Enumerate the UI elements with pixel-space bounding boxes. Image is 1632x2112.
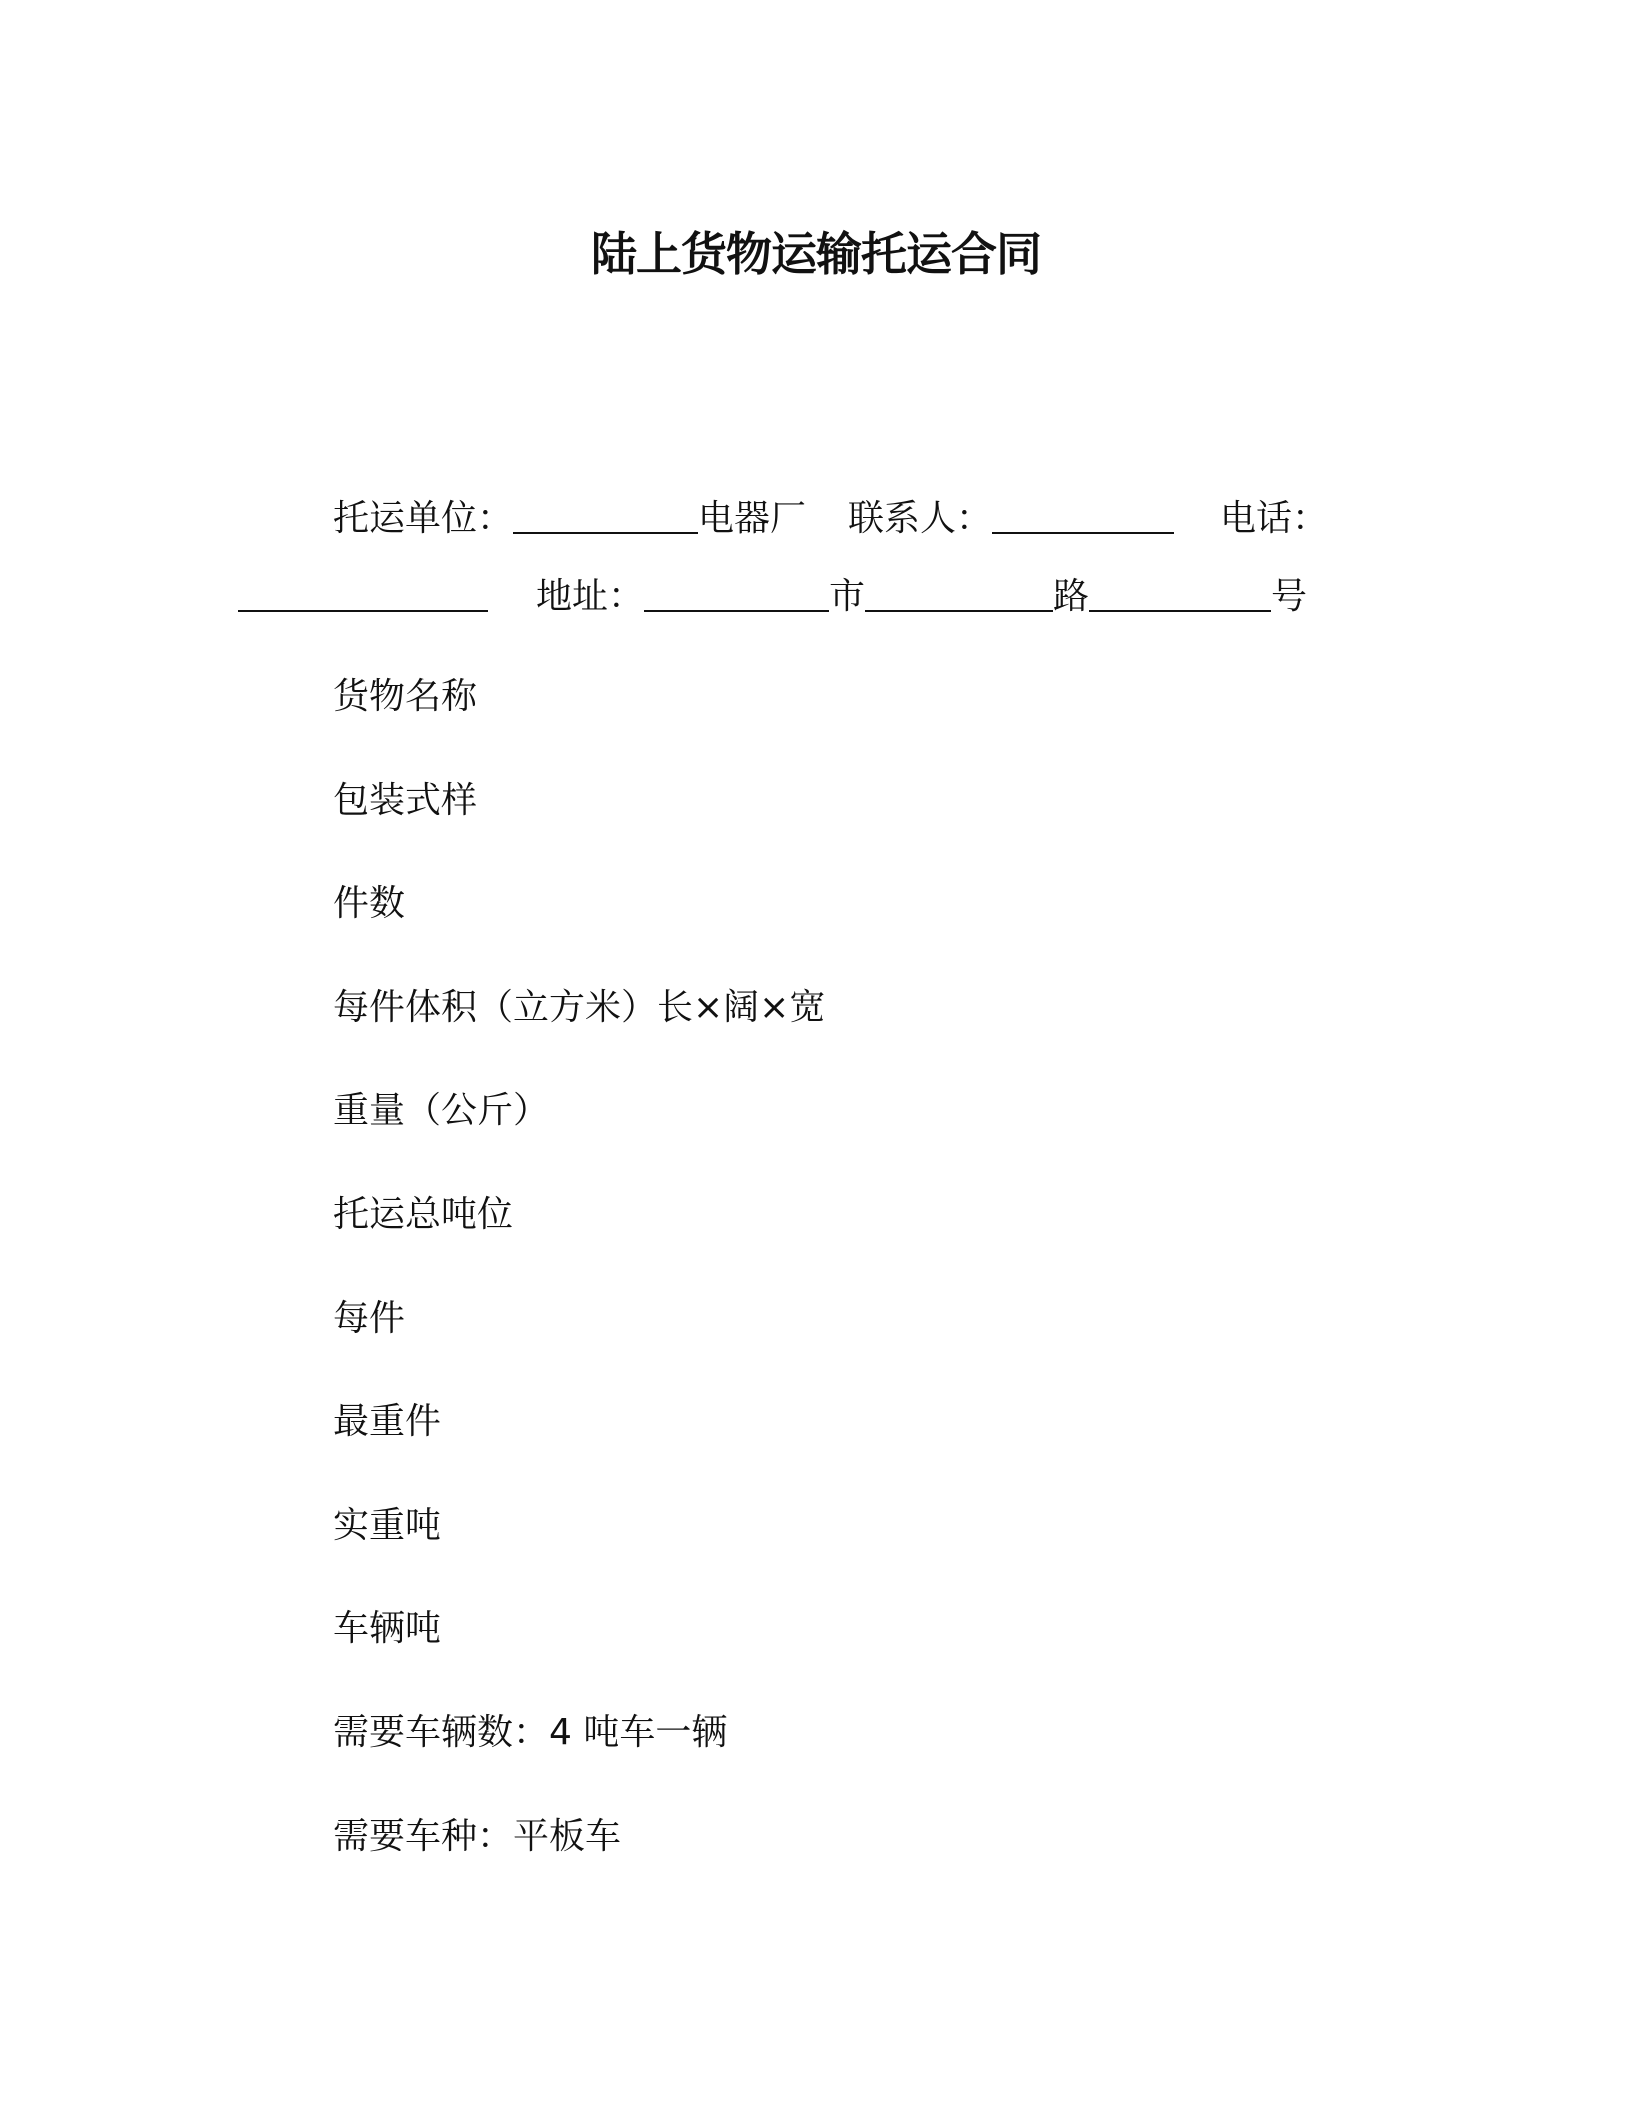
- contact-blank: [992, 494, 1174, 530]
- number-suffix: 号: [1271, 576, 1308, 617]
- field-vehicle-tons: 车辆吨: [333, 1608, 442, 1650]
- field-heaviest-piece: 最重件: [333, 1401, 442, 1443]
- document-title: 陆上货物运输托运合同: [591, 227, 1041, 281]
- consignor-suffix: 电器厂: [698, 498, 807, 539]
- field-vehicles-needed: 需要车辆数：4 吨车一辆: [333, 1711, 728, 1753]
- consignor-label: 托运单位：: [333, 498, 514, 539]
- field-total-tonnage: 托运总吨位: [333, 1193, 514, 1235]
- contact-label: 联系人：: [848, 498, 993, 539]
- field-packaging: 包装式样: [333, 779, 478, 821]
- field-actual-tons: 实重吨: [333, 1504, 442, 1546]
- consignor-name-blank: [513, 494, 698, 530]
- road-suffix: 路: [1053, 576, 1090, 617]
- field-piece-volume: 每件体积（立方米）长×阔×宽: [333, 986, 826, 1028]
- phone-blank: [238, 572, 488, 608]
- number-blank: [1089, 572, 1271, 608]
- city-suffix: 市: [829, 576, 866, 617]
- field-weight: 重量（公斤）: [333, 1090, 550, 1132]
- field-cargo-name: 货物名称: [333, 676, 478, 717]
- header-line-consignor: [333, 494, 1328, 544]
- field-piece-count: 件数: [333, 883, 406, 925]
- city-blank: [644, 572, 829, 608]
- address-label: 地址：: [536, 576, 645, 617]
- field-vehicle-type: 需要车种：平板车: [333, 1815, 622, 1857]
- cargo-field-list: [333, 672, 825, 1915]
- phone-label: 电话：: [1220, 498, 1329, 539]
- header-line-address: [238, 572, 1307, 622]
- road-blank: [865, 572, 1053, 608]
- field-per-piece: 每件: [333, 1297, 406, 1339]
